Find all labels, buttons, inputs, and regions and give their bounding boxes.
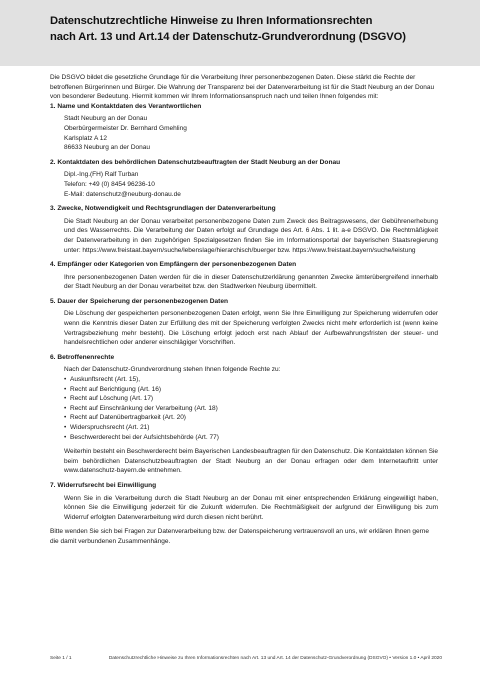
address-line: Karlsplatz A 12 <box>64 134 107 142</box>
section-title: 3. Zwecke, Notwendigkeit und Rechtsgrundlagen der Datenverarbeitung <box>50 205 276 213</box>
document-title <box>50 13 436 45</box>
address-line: 86633 Neuburg an der Donau <box>64 144 151 152</box>
section-text: Ihre personenbezogenen Daten werden für die in dieser Datenschutzerklärung genannten Zwecke ämterübergreifend innerhalb der Stadt Neuburg an der Donau verarbeitet bzw. den Stadtwerken Neuburg übermittelt. <box>64 273 438 291</box>
section-recipients <box>50 260 438 292</box>
intro-paragraph: Die DSGVO bildet die gesetzliche Grundlage für die Verarbeitung Ihrer personenbezogenen Daten. Diese stärkt die Rechte der betroffenen Bürgerinnen und Bürger. Die Wahrung der Transparenz bei der Datenverarbeitung ist für die Stadt Neuburg an der Donau von besonderer Bedeutung. Hiermit kommen wir Ihrem Informationsanspruch nach und teilen Ihnen folgendes mit: <box>50 74 435 101</box>
address-line: Oberbürgermeister Dr. Bernhard Gmehling <box>64 124 187 132</box>
section-text: Die Stadt Neuburg an der Donau verarbeitet personenbezogene Daten zum Zweck des Beitragswesens, der Gebührenerhebung und des Wasserrechts. Die Verarbeitung der Daten erfolgt auf Grundlage des Art. 6 Abs. 1 lit. a-e DSGVO. Die Rechtmäßigkeit der Datenverarbeitung in den zugehörigen Spezialgesetzen finden Sie im Informationsportal der bayerischen Staatsregierung unter: https://www.freistaat.bayern/suche/lebenslage/hierarchisch/buerger bzw. https://www.freistaat.bayern/suche/leistung <box>64 217 438 254</box>
list-item: • Beschwerderecht bei der Aufsichtsbehörde (Art. 77) <box>64 433 438 443</box>
section-controller <box>50 102 438 153</box>
footer-document-info: Datenschutzrechtliche Hinweise zu Ihren Informationsrechten nach Art. 13 und Art. 14 der Datenschutz-Grundverordnung (DSGVO) • Version 1.0 • April 2020 <box>108 656 442 661</box>
section-title: 5. Dauer der Speicherung der personenbezogenen Daten <box>50 297 229 305</box>
section-title: 6. Betroffenenrechte <box>50 353 115 361</box>
list-item: • Recht auf Berichtigung (Art. 16) <box>64 385 438 395</box>
controller-address <box>50 114 438 152</box>
list-item: • Recht auf Löschung (Art. 17) <box>64 394 438 404</box>
list-item: • Recht auf Einschränkung der Verarbeitung (Art. 18) <box>64 404 438 414</box>
page-footer <box>50 655 442 662</box>
dpo-email: E-Mail: datenschutz@neuburg-donau.de <box>64 190 181 198</box>
document-body <box>50 73 438 547</box>
list-item: • Auskunftsrecht (Art. 15), <box>64 375 438 385</box>
complaint-paragraph: Weiterhin besteht ein Beschwerderecht beim Bayerischen Landesbeauftragten für den Datenschutz. Die Kontaktdaten können Sie beim behördlichen Datenschutzbeauftragten der Stadt Neuburg an der Donau erfragen oder dem Internetauftritt unter www.datenschutz-bayern.de entnehmen. <box>64 448 438 475</box>
rights-list <box>64 375 438 442</box>
dpo-contact-details <box>50 170 438 199</box>
section-title: 7. Widerrufsrecht bei Einwilligung <box>50 481 157 489</box>
section-title: 2. Kontaktdaten des behördlichen Datenschutzbeauftragten der Stadt Neuburg an der Donau <box>50 158 341 166</box>
dpo-phone: Telefon: +49 (0) 8454 96236-10 <box>64 180 155 188</box>
page-number: Seite 1 / 1 <box>50 656 72 661</box>
dpo-name: Dipl.-Ing.(FH) Ralf Turban <box>64 171 139 179</box>
section-withdrawal <box>50 481 438 522</box>
list-item: • Widerspruchsrecht (Art. 21) <box>64 423 438 433</box>
section-title: 1. Name und Kontaktdaten des Verantwortlichen <box>50 102 202 110</box>
address-line: Stadt Neuburg an der Donau <box>64 115 148 123</box>
section-text: Wenn Sie in die Verarbeitung durch die Stadt Neuburg an der Donau mit einer entsprechenden Erklärung eingewilligt haben, können Sie die Einwilligung jederzeit für die Zukunft widerrufen. Die Rechtmäßigkeit der aufgrund der Einwilligung bis zum Widerruf erfolgten Datenverarbeitung wird durch diesen nicht berührt. <box>64 494 438 521</box>
section-retention <box>50 297 438 348</box>
list-item: • Recht auf Datenübertragbarkeit (Art. 20) <box>64 413 438 423</box>
title-line-2: nach Art. 13 und Art.14 der Datenschutz-Grundverordnung (DSGVO) <box>50 31 406 43</box>
section-rights <box>50 353 438 476</box>
title-line-1: Datenschutzrechtliche Hinweise zu Ihren Informationsrechten <box>50 15 373 27</box>
title-banner <box>0 0 480 66</box>
section-dpo-contact <box>50 158 438 199</box>
closing-paragraph: Bitte wenden Sie sich bei Fragen zur Datenverarbeitung bzw. der Datenspeicherung vertrauensvoll an uns, wir erklären Ihnen gerne die damit verbundenen Zusammenhänge. <box>50 528 430 545</box>
rights-lead: Nach der Datenschutz-Grundverordnung stehen Ihnen folgende Rechte zu: <box>64 366 281 374</box>
section-purposes <box>50 204 438 255</box>
rights-block <box>50 365 438 476</box>
section-title: 4. Empfänger oder Kategorien von Empfängern der personenbezogenen Daten <box>50 261 297 269</box>
section-text: Die Löschung der gespeicherten personenbezogenen Daten erfolgt, wenn Sie Ihre Einwilligung zur Speicherung widerrufen oder wenn die Kenntnis dieser Daten zur Erfüllung des mit der Speicherung verfolgten Zwecks nicht mehr erforderlich ist (wenn keine Vertragsbeziehung mehr besteht). Die Löschung erfolgt jedoch erst nach Ablauf der Aufbewahrungsfristen der steuer- und handelsrechtlichen oder anderer einschlägiger Vorschriften. <box>64 310 438 347</box>
